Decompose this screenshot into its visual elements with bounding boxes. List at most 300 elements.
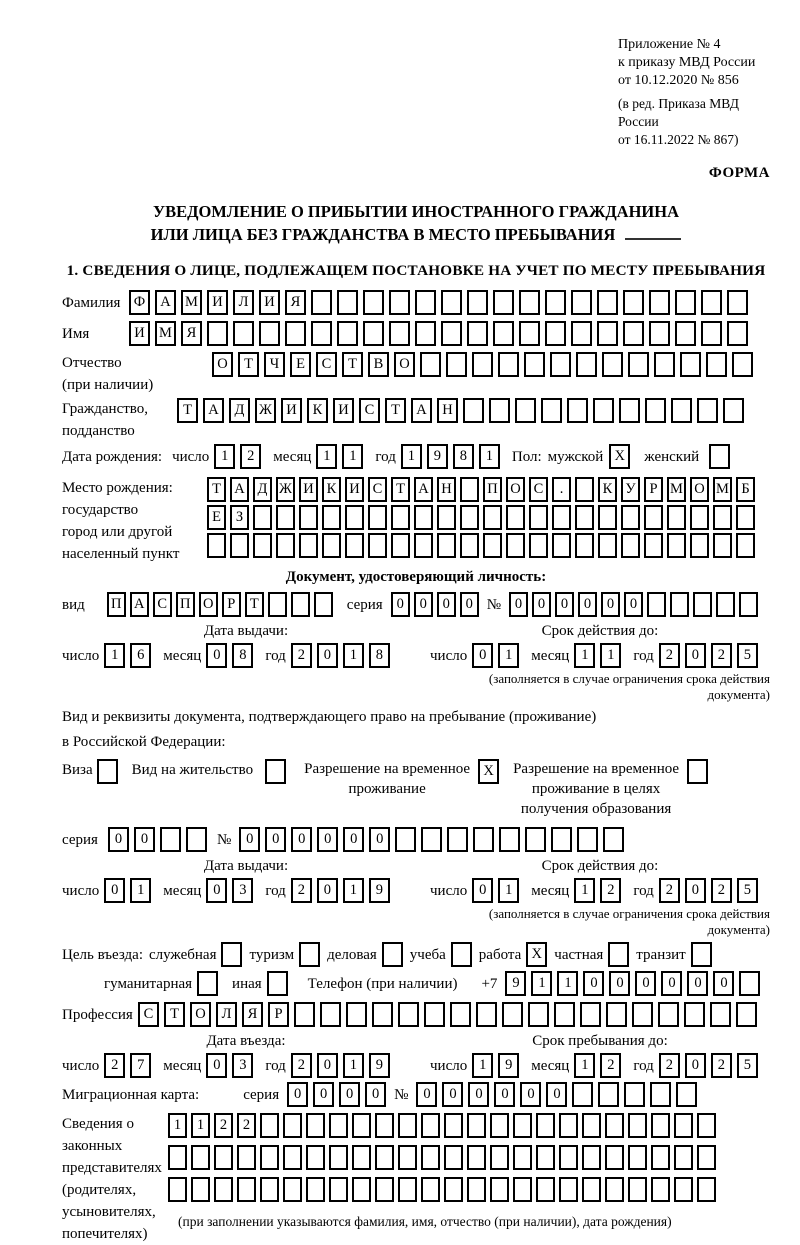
char-cell[interactable] (398, 1145, 417, 1170)
char-cell[interactable]: 0 (520, 1082, 541, 1107)
char-cell[interactable]: 1 (498, 643, 519, 668)
char-cell[interactable] (285, 321, 306, 346)
char-cell[interactable] (513, 1145, 532, 1170)
char-cell[interactable]: 0 (546, 1082, 567, 1107)
char-cell[interactable]: Т (385, 398, 406, 423)
char-cell[interactable]: 2 (291, 1053, 312, 1078)
char-cell[interactable]: О (212, 352, 233, 377)
char-cell[interactable]: 2 (600, 1053, 621, 1078)
char-cell[interactable] (506, 533, 525, 558)
char-cell[interactable] (168, 1145, 187, 1170)
char-cell[interactable] (628, 1113, 647, 1138)
char-cell[interactable]: П (483, 477, 502, 502)
char-cell[interactable] (237, 1177, 256, 1202)
char-cell[interactable] (372, 1002, 393, 1027)
char-cell[interactable]: 0 (685, 643, 706, 668)
char-cell[interactable] (389, 321, 410, 346)
char-cell[interactable] (732, 352, 753, 377)
char-cell[interactable] (415, 321, 436, 346)
char-cell[interactable]: И (299, 477, 318, 502)
char-cell[interactable] (420, 352, 441, 377)
char-cell[interactable] (467, 1145, 486, 1170)
char-cell[interactable] (529, 533, 548, 558)
char-cell[interactable]: 0 (287, 1082, 308, 1107)
char-cell[interactable]: X (609, 444, 630, 469)
char-cell[interactable]: 0 (468, 1082, 489, 1107)
char-cell[interactable] (337, 290, 358, 315)
char-cell[interactable] (654, 352, 675, 377)
char-cell[interactable] (260, 1177, 279, 1202)
char-cell[interactable]: А (203, 398, 224, 423)
char-cell[interactable]: 0 (339, 1082, 360, 1107)
char-cell[interactable] (489, 398, 510, 423)
char-cell[interactable] (690, 533, 709, 558)
char-cell[interactable]: Ж (255, 398, 276, 423)
char-cell[interactable] (476, 1002, 497, 1027)
char-cell[interactable] (575, 477, 594, 502)
char-cell[interactable] (207, 321, 228, 346)
char-cell[interactable] (490, 1177, 509, 1202)
char-cell[interactable] (529, 505, 548, 530)
char-cell[interactable] (671, 398, 692, 423)
char-cell[interactable] (398, 1177, 417, 1202)
char-cell[interactable]: 0 (416, 1082, 437, 1107)
char-cell[interactable] (582, 1145, 601, 1170)
char-cell[interactable]: 2 (711, 1053, 732, 1078)
char-cell[interactable]: 2 (104, 1053, 125, 1078)
char-cell[interactable]: А (414, 477, 433, 502)
char-cell[interactable] (651, 1177, 670, 1202)
char-cell[interactable]: С (153, 592, 172, 617)
char-cell[interactable]: 0 (583, 971, 604, 996)
char-cell[interactable] (628, 352, 649, 377)
char-cell[interactable]: Я (181, 321, 202, 346)
char-cell[interactable]: У (621, 477, 640, 502)
char-cell[interactable] (621, 505, 640, 530)
char-cell[interactable] (447, 827, 468, 852)
char-cell[interactable]: 1 (574, 1053, 595, 1078)
char-cell[interactable] (345, 505, 364, 530)
char-cell[interactable]: И (129, 321, 150, 346)
char-cell[interactable]: 8 (453, 444, 474, 469)
char-cell[interactable] (467, 290, 488, 315)
char-cell[interactable] (605, 1145, 624, 1170)
char-cell[interactable] (545, 321, 566, 346)
char-cell[interactable] (398, 1113, 417, 1138)
char-cell[interactable]: 0 (206, 878, 227, 903)
char-cell[interactable] (644, 505, 663, 530)
char-cell[interactable]: Л (216, 1002, 237, 1027)
char-cell[interactable] (237, 1145, 256, 1170)
char-cell[interactable] (230, 533, 249, 558)
char-cell[interactable] (314, 592, 333, 617)
char-cell[interactable]: Т (177, 398, 198, 423)
char-cell[interactable] (559, 1177, 578, 1202)
char-cell[interactable] (352, 1145, 371, 1170)
char-cell[interactable] (697, 1145, 716, 1170)
char-cell[interactable]: 1 (479, 444, 500, 469)
char-cell[interactable] (415, 290, 436, 315)
char-cell[interactable]: М (181, 290, 202, 315)
char-cell[interactable] (467, 321, 488, 346)
char-cell[interactable]: С (359, 398, 380, 423)
char-cell[interactable] (346, 1002, 367, 1027)
char-cell[interactable] (675, 321, 696, 346)
char-cell[interactable]: 0 (239, 827, 260, 852)
char-cell[interactable] (736, 505, 755, 530)
char-cell[interactable] (647, 592, 666, 617)
char-cell[interactable]: И (259, 290, 280, 315)
char-cell[interactable]: X (478, 759, 499, 784)
char-cell[interactable]: А (411, 398, 432, 423)
char-cell[interactable] (645, 398, 666, 423)
char-cell[interactable] (253, 533, 272, 558)
char-cell[interactable]: 8 (369, 643, 390, 668)
char-cell[interactable] (552, 505, 571, 530)
char-cell[interactable] (623, 321, 644, 346)
char-cell[interactable] (460, 477, 479, 502)
char-cell[interactable]: 2 (711, 643, 732, 668)
char-cell[interactable]: Р (644, 477, 663, 502)
char-cell[interactable] (329, 1177, 348, 1202)
char-cell[interactable] (421, 827, 442, 852)
char-cell[interactable]: 6 (130, 643, 151, 668)
char-cell[interactable] (713, 533, 732, 558)
char-cell[interactable] (603, 827, 624, 852)
char-cell[interactable] (337, 321, 358, 346)
char-cell[interactable] (575, 533, 594, 558)
char-cell[interactable]: С (529, 477, 548, 502)
char-cell[interactable]: 0 (317, 878, 338, 903)
char-cell[interactable] (706, 352, 727, 377)
char-cell[interactable] (619, 398, 640, 423)
char-cell[interactable]: П (107, 592, 126, 617)
char-cell[interactable] (291, 592, 310, 617)
char-cell[interactable] (680, 352, 701, 377)
char-cell[interactable] (649, 321, 670, 346)
char-cell[interactable] (541, 398, 562, 423)
char-cell[interactable]: С (368, 477, 387, 502)
char-cell[interactable] (713, 505, 732, 530)
char-cell[interactable]: Т (342, 352, 363, 377)
char-cell[interactable]: 2 (600, 878, 621, 903)
char-cell[interactable] (571, 321, 592, 346)
char-cell[interactable] (502, 1002, 523, 1027)
char-cell[interactable] (368, 533, 387, 558)
char-cell[interactable]: Д (253, 477, 272, 502)
char-cell[interactable] (709, 444, 730, 469)
char-cell[interactable]: С (316, 352, 337, 377)
char-cell[interactable]: 5 (737, 1053, 758, 1078)
char-cell[interactable] (191, 1177, 210, 1202)
char-cell[interactable]: Р (222, 592, 241, 617)
char-cell[interactable] (490, 1145, 509, 1170)
char-cell[interactable] (221, 942, 242, 967)
char-cell[interactable]: 2 (240, 444, 261, 469)
char-cell[interactable] (437, 533, 456, 558)
char-cell[interactable]: 1 (343, 878, 364, 903)
char-cell[interactable] (545, 290, 566, 315)
char-cell[interactable] (375, 1113, 394, 1138)
char-cell[interactable] (697, 398, 718, 423)
char-cell[interactable]: Т (207, 477, 226, 502)
char-cell[interactable]: 0 (369, 827, 390, 852)
char-cell[interactable]: 2 (214, 1113, 233, 1138)
char-cell[interactable] (658, 1002, 679, 1027)
char-cell[interactable]: 0 (442, 1082, 463, 1107)
char-cell[interactable] (674, 1145, 693, 1170)
char-cell[interactable] (451, 942, 472, 967)
char-cell[interactable] (160, 827, 181, 852)
char-cell[interactable]: А (155, 290, 176, 315)
char-cell[interactable] (450, 1002, 471, 1027)
char-cell[interactable]: Е (290, 352, 311, 377)
char-cell[interactable]: М (155, 321, 176, 346)
char-cell[interactable]: Р (268, 1002, 289, 1027)
char-cell[interactable] (687, 759, 708, 784)
char-cell[interactable]: 0 (317, 827, 338, 852)
char-cell[interactable] (575, 505, 594, 530)
char-cell[interactable]: 1 (574, 643, 595, 668)
char-cell[interactable]: Я (242, 1002, 263, 1027)
char-cell[interactable]: 1 (130, 878, 151, 903)
char-cell[interactable] (606, 1002, 627, 1027)
char-cell[interactable] (214, 1177, 233, 1202)
char-cell[interactable]: 0 (555, 592, 574, 617)
char-cell[interactable]: Ж (276, 477, 295, 502)
char-cell[interactable] (283, 1177, 302, 1202)
char-cell[interactable] (598, 505, 617, 530)
char-cell[interactable] (674, 1113, 693, 1138)
char-cell[interactable] (460, 505, 479, 530)
char-cell[interactable] (701, 290, 722, 315)
char-cell[interactable] (675, 290, 696, 315)
char-cell[interactable] (727, 321, 748, 346)
char-cell[interactable] (345, 533, 364, 558)
char-cell[interactable]: 0 (472, 643, 493, 668)
char-cell[interactable]: 0 (601, 592, 620, 617)
char-cell[interactable] (723, 398, 744, 423)
char-cell[interactable] (525, 827, 546, 852)
char-cell[interactable]: Ф (129, 290, 150, 315)
char-cell[interactable] (559, 1145, 578, 1170)
char-cell[interactable]: И (281, 398, 302, 423)
char-cell[interactable] (490, 1113, 509, 1138)
char-cell[interactable] (519, 321, 540, 346)
char-cell[interactable]: 0 (685, 1053, 706, 1078)
char-cell[interactable]: 0 (291, 827, 312, 852)
char-cell[interactable] (628, 1177, 647, 1202)
char-cell[interactable] (168, 1177, 187, 1202)
char-cell[interactable]: 0 (317, 643, 338, 668)
char-cell[interactable]: 3 (232, 1053, 253, 1078)
char-cell[interactable]: 0 (104, 878, 125, 903)
char-cell[interactable]: Ч (264, 352, 285, 377)
char-cell[interactable] (265, 759, 286, 784)
char-cell[interactable] (506, 505, 525, 530)
char-cell[interactable]: 0 (472, 878, 493, 903)
char-cell[interactable] (473, 827, 494, 852)
char-cell[interactable] (467, 1177, 486, 1202)
char-cell[interactable]: 0 (713, 971, 734, 996)
char-cell[interactable] (311, 321, 332, 346)
char-cell[interactable] (352, 1177, 371, 1202)
char-cell[interactable] (391, 533, 410, 558)
char-cell[interactable] (421, 1113, 440, 1138)
char-cell[interactable]: 0 (313, 1082, 334, 1107)
char-cell[interactable] (608, 942, 629, 967)
char-cell[interactable] (727, 290, 748, 315)
char-cell[interactable] (736, 1002, 757, 1027)
char-cell[interactable]: . (552, 477, 571, 502)
char-cell[interactable] (513, 1113, 532, 1138)
char-cell[interactable] (576, 352, 597, 377)
char-cell[interactable] (513, 1177, 532, 1202)
char-cell[interactable] (260, 1145, 279, 1170)
char-cell[interactable]: 0 (206, 1053, 227, 1078)
char-cell[interactable]: М (713, 477, 732, 502)
char-cell[interactable] (551, 827, 572, 852)
char-cell[interactable]: 0 (317, 1053, 338, 1078)
char-cell[interactable]: О (394, 352, 415, 377)
char-cell[interactable] (571, 290, 592, 315)
char-cell[interactable]: К (307, 398, 328, 423)
char-cell[interactable] (499, 827, 520, 852)
char-cell[interactable]: Т (164, 1002, 185, 1027)
char-cell[interactable] (582, 1113, 601, 1138)
char-cell[interactable]: 0 (414, 592, 433, 617)
char-cell[interactable] (651, 1113, 670, 1138)
char-cell[interactable]: 9 (369, 878, 390, 903)
char-cell[interactable] (441, 321, 462, 346)
char-cell[interactable]: И (207, 290, 228, 315)
char-cell[interactable]: А (130, 592, 149, 617)
char-cell[interactable]: О (690, 477, 709, 502)
char-cell[interactable] (276, 533, 295, 558)
char-cell[interactable]: Н (437, 477, 456, 502)
char-cell[interactable] (306, 1113, 325, 1138)
char-cell[interactable]: Я (285, 290, 306, 315)
char-cell[interactable]: 7 (130, 1053, 151, 1078)
char-cell[interactable] (299, 505, 318, 530)
char-cell[interactable]: 2 (291, 643, 312, 668)
char-cell[interactable]: 0 (635, 971, 656, 996)
char-cell[interactable]: 1 (342, 444, 363, 469)
char-cell[interactable]: О (199, 592, 218, 617)
char-cell[interactable] (670, 592, 689, 617)
char-cell[interactable]: 1 (343, 643, 364, 668)
char-cell[interactable]: 0 (532, 592, 551, 617)
char-cell[interactable]: 0 (365, 1082, 386, 1107)
char-cell[interactable] (697, 1113, 716, 1138)
char-cell[interactable] (559, 1113, 578, 1138)
char-cell[interactable] (306, 1145, 325, 1170)
char-cell[interactable]: 0 (509, 592, 528, 617)
char-cell[interactable]: 5 (737, 878, 758, 903)
char-cell[interactable] (437, 505, 456, 530)
char-cell[interactable] (460, 533, 479, 558)
char-cell[interactable] (567, 398, 588, 423)
char-cell[interactable]: 1 (104, 643, 125, 668)
char-cell[interactable]: 1 (600, 643, 621, 668)
char-cell[interactable]: В (368, 352, 389, 377)
char-cell[interactable]: 1 (574, 878, 595, 903)
char-cell[interactable] (463, 398, 484, 423)
char-cell[interactable] (483, 505, 502, 530)
char-cell[interactable] (598, 1082, 619, 1107)
char-cell[interactable] (498, 352, 519, 377)
char-cell[interactable] (582, 1177, 601, 1202)
char-cell[interactable] (701, 321, 722, 346)
char-cell[interactable] (667, 533, 686, 558)
char-cell[interactable]: 0 (108, 827, 129, 852)
char-cell[interactable] (398, 1002, 419, 1027)
char-cell[interactable] (382, 942, 403, 967)
char-cell[interactable]: 2 (659, 878, 680, 903)
char-cell[interactable]: 2 (659, 1053, 680, 1078)
char-cell[interactable]: 0 (265, 827, 286, 852)
char-cell[interactable] (446, 352, 467, 377)
char-cell[interactable] (716, 592, 735, 617)
char-cell[interactable]: 0 (661, 971, 682, 996)
char-cell[interactable] (268, 592, 287, 617)
char-cell[interactable] (283, 1113, 302, 1138)
char-cell[interactable] (207, 533, 226, 558)
char-cell[interactable] (524, 352, 545, 377)
char-cell[interactable]: И (345, 477, 364, 502)
char-cell[interactable]: 8 (232, 643, 253, 668)
char-cell[interactable] (267, 971, 288, 996)
char-cell[interactable] (414, 533, 433, 558)
char-cell[interactable]: 1 (498, 878, 519, 903)
char-cell[interactable] (632, 1002, 653, 1027)
char-cell[interactable] (363, 321, 384, 346)
char-cell[interactable]: А (230, 477, 249, 502)
char-cell[interactable] (424, 1002, 445, 1027)
char-cell[interactable]: Н (437, 398, 458, 423)
char-cell[interactable] (253, 505, 272, 530)
char-cell[interactable] (233, 321, 254, 346)
char-cell[interactable] (536, 1145, 555, 1170)
char-cell[interactable] (628, 1145, 647, 1170)
char-cell[interactable] (528, 1002, 549, 1027)
char-cell[interactable] (259, 321, 280, 346)
char-cell[interactable]: 0 (685, 878, 706, 903)
char-cell[interactable]: 5 (737, 643, 758, 668)
char-cell[interactable] (593, 398, 614, 423)
char-cell[interactable]: И (333, 398, 354, 423)
char-cell[interactable]: С (138, 1002, 159, 1027)
char-cell[interactable] (483, 533, 502, 558)
char-cell[interactable]: 9 (498, 1053, 519, 1078)
char-cell[interactable]: Е (207, 505, 226, 530)
char-cell[interactable] (605, 1113, 624, 1138)
char-cell[interactable] (191, 1145, 210, 1170)
char-cell[interactable] (329, 1145, 348, 1170)
char-cell[interactable]: 1 (343, 1053, 364, 1078)
char-cell[interactable] (395, 827, 416, 852)
char-cell[interactable] (697, 1177, 716, 1202)
char-cell[interactable]: 3 (232, 878, 253, 903)
char-cell[interactable]: 9 (427, 444, 448, 469)
char-cell[interactable]: 1 (191, 1113, 210, 1138)
char-cell[interactable] (736, 533, 755, 558)
char-cell[interactable]: 0 (206, 643, 227, 668)
char-cell[interactable] (577, 827, 598, 852)
char-cell[interactable]: К (322, 477, 341, 502)
char-cell[interactable]: 1 (401, 444, 422, 469)
char-cell[interactable] (739, 592, 758, 617)
